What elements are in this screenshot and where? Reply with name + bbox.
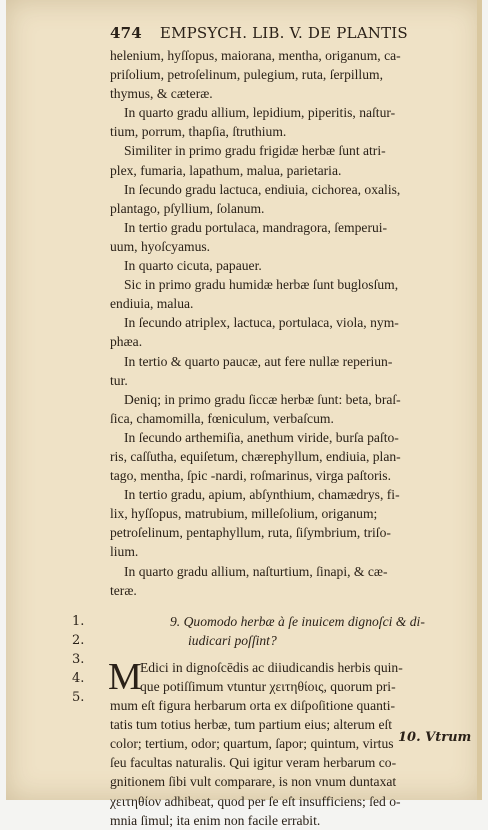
- text-line: lix, hyſſopus, matrubium, milleſolium, origanum;: [110, 506, 378, 522]
- text-line: helenium, hyſſopus, maiorana, mentha, origanum, ca-: [110, 48, 401, 63]
- body-text: [110, 46, 466, 830]
- catchword: 10. Vtrum: [398, 730, 472, 745]
- text-line: que potiſſimum vtuntur χειτηθίοις, quorum pri-: [140, 679, 396, 694]
- text-line: mnia ſimul; ita enim non facile errabit.: [110, 812, 321, 828]
- drop-cap: M: [108, 655, 142, 698]
- text-line: In ſecundo gradu lactuca, endiuia, cichorea, oxalis,: [124, 181, 401, 197]
- text-line: teræ.: [110, 582, 137, 598]
- text-line: mum eſt figura herbarum orta ex diſpoſitione quanti-: [110, 698, 396, 714]
- text-line: plantago, pſyllium, ſolanum.: [110, 200, 265, 216]
- text-line: In tertio gradu, apium, abſynthium, chamædrys, fi-: [124, 487, 400, 503]
- text-line: In tertio & quarto paucæ, aut fere nullæ reperiun-: [124, 353, 393, 369]
- text-line: In quarto cicuta, papauer.: [124, 258, 262, 274]
- text-line: χειτηθίον adhibeat, quod per ſe eſt insufficiens; ſed o-: [110, 793, 401, 809]
- text-line: In quarto gradu allium, naſturtium, ſinapi, & cæ-: [124, 563, 388, 579]
- text-line: ſica, chamomilla, fœniculum, verbaſcum.: [110, 410, 334, 426]
- page-edge: [477, 0, 482, 800]
- margin-number: 5.: [72, 690, 85, 706]
- text-line: plex, fumaria, lapathum, malua, parietaria.: [110, 162, 342, 178]
- text-line: In quarto gradu allium, lepidium, piperitis, naſtur-: [124, 105, 396, 121]
- text-line: lium.: [110, 544, 139, 560]
- running-header: [110, 24, 466, 42]
- margin-number: 1.: [72, 614, 85, 629]
- margin-number: 2.: [72, 633, 85, 649]
- margin-numbers: [72, 612, 92, 707]
- running-title: EMPSYCH. LIB. V. DE PLANTIS: [159, 24, 408, 42]
- margin-number: 4.: [72, 671, 85, 687]
- text-line: endiuia, malua.: [110, 296, 194, 312]
- text-line: tago, mentha, ſpic -nardi, roſmarinus, virga paſtoris.: [110, 468, 391, 484]
- text-line: thymus, & cæteræ.: [110, 86, 213, 102]
- text-line: ſeu facultas naturalis. Qui igitur veram herbarum co-: [110, 755, 397, 771]
- text-line: tatis tum totius herbæ, tum partium eius; alterum eſt: [110, 717, 393, 733]
- text-line: color; tertium, odor; quartum, ſapor; quintum, virtus: [110, 736, 394, 752]
- margin-number: 3.: [72, 652, 85, 668]
- text-line: Deniq; in primo gradu ſiccæ herbæ ſunt: beta, braſ-: [124, 391, 401, 407]
- text-line: Similiter in primo gradu frigidæ herbæ ſunt atri-: [124, 143, 386, 159]
- text-line: ris, caſſutha, equiſetum, chærephyllum, endiuia, plan-: [110, 448, 401, 464]
- text-line: phæa.: [110, 334, 143, 350]
- text-line: In ſecundo arthemiſia, anethum viride, burſa paſto-: [124, 429, 399, 445]
- text-line: tium, porrum, thapſia, ſtruthium.: [110, 124, 287, 140]
- text-line: gnitionem ſibi vult comparare, is non vnum duntaxat: [110, 774, 397, 790]
- text-line: tur.: [110, 372, 128, 388]
- text-line: Sic in primo gradu humidæ herbæ ſunt buglosſum,: [124, 277, 399, 293]
- page-number: 474: [110, 24, 142, 42]
- section-heading-continued: iudicari poſſint?: [188, 632, 277, 648]
- text-line: In tertio gradu portulaca, mandragora, ſemperui-: [124, 219, 388, 235]
- text-line: petroſelinum, pentaphyllum, ruta, ſiſymbrium, triſo-: [110, 525, 391, 541]
- text-line: priſolium, petroſelinum, pulegium, ruta, ſerpillum,: [110, 67, 383, 83]
- text-line: Edici in dignoſcēdis ac diiudicandis herbis quin-: [140, 659, 403, 675]
- book-page: [6, 0, 482, 828]
- text-line: uum, hyoſcyamus.: [110, 238, 211, 254]
- text-line: In ſecundo atriplex, lactuca, portulaca, viola, nym-: [124, 315, 399, 331]
- section-heading: 9. Quomodo herbæ à ſe inuicem dignoſci & di-: [170, 613, 425, 629]
